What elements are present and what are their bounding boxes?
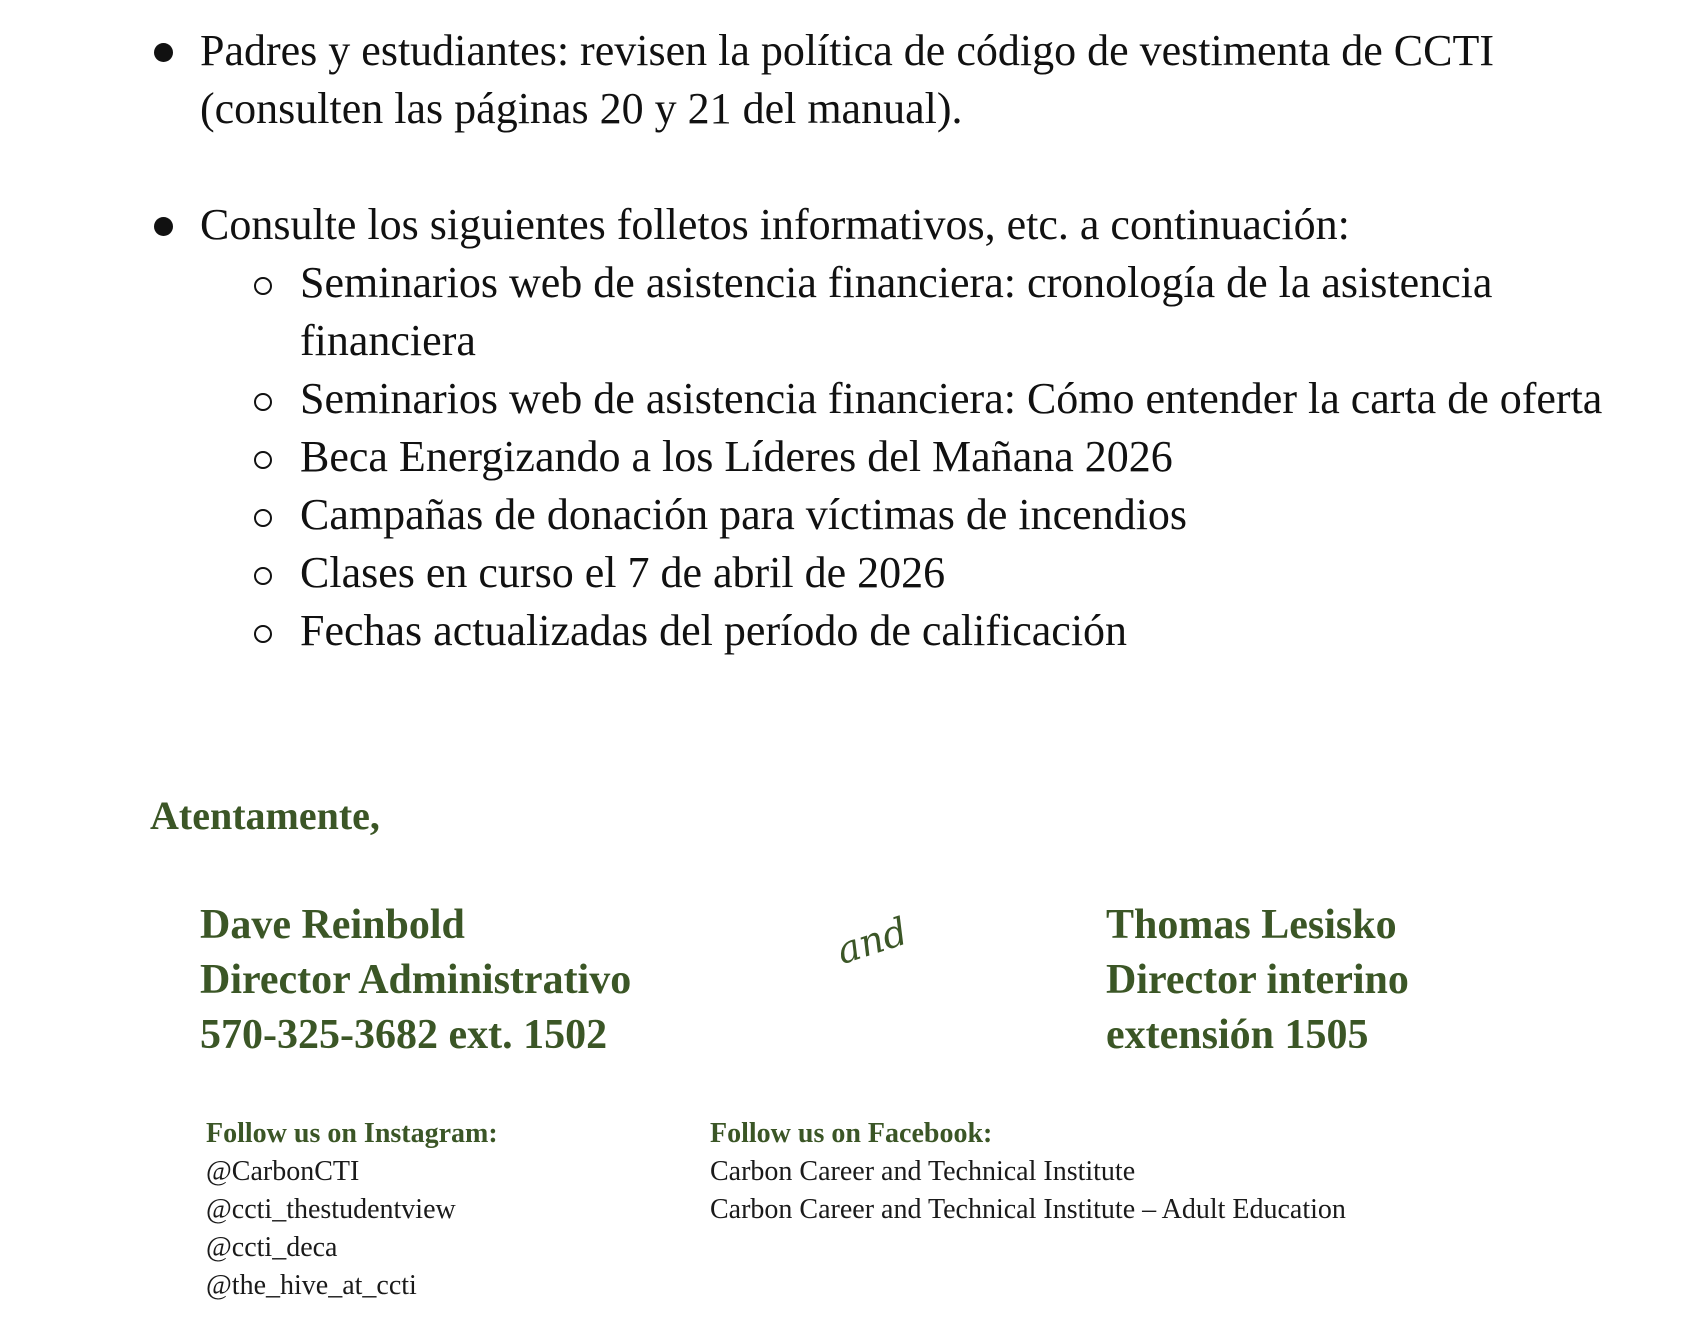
signer-title: Director interino (1106, 957, 1409, 1003)
signer-block-left (200, 898, 631, 1063)
signer-block-right (1106, 898, 1409, 1063)
flyer-label: Seminarios web de asistencia financiera: cronología de la asistencia financiera (300, 258, 1493, 365)
flyer-label: Beca Energizando a los Líderes del Mañana 2026 (300, 432, 1173, 481)
flyer-item (250, 602, 1650, 660)
flyer-label: Clases en curso el 7 de abril de 2026 (300, 548, 946, 597)
list-item (150, 196, 1650, 660)
signer-name: Dave Reinbold (200, 902, 465, 948)
signer-contact: extensión 1505 (1106, 1012, 1369, 1058)
flyer-label: Campañas de donación para víctimas de incendios (300, 490, 1188, 539)
instagram-handle: @ccti_thestudentview (206, 1194, 456, 1225)
hollow-bullet-icon (254, 451, 272, 469)
flyer-item (250, 254, 1650, 370)
and-connector: and (831, 908, 913, 973)
signer-name: Thomas Lesisko (1106, 902, 1397, 948)
hollow-bullet-icon (254, 277, 272, 295)
flyer-label: Seminarios web de asistencia financiera: Cómo entender la carta de oferta (300, 374, 1603, 423)
facebook-page: Carbon Career and Technical Institute – Adult Education (710, 1194, 1346, 1225)
flyer-list (250, 254, 1650, 660)
flyer-label: Fechas actualizadas del período de calificación (300, 606, 1128, 655)
hollow-bullet-icon (254, 509, 272, 527)
signer-title: Director Administrativo (200, 957, 632, 1003)
facebook-heading: Follow us on Facebook: (710, 1118, 993, 1149)
flyer-item (250, 428, 1650, 486)
flyers-intro-text: Consulte los siguientes folletos informativos, etc. a continuación: (200, 200, 1350, 249)
flyer-item (250, 370, 1650, 428)
instagram-handle: @the_hive_at_ccti (206, 1270, 417, 1301)
closing-salutation: Atentamente, (150, 793, 380, 838)
list-item (150, 22, 1650, 138)
hollow-bullet-icon (254, 625, 272, 643)
instagram-handle: @ccti_deca (206, 1232, 338, 1263)
hollow-bullet-icon (254, 567, 272, 585)
facebook-section (710, 1115, 1346, 1229)
signer-contact: 570-325-3682 ext. 1502 (200, 1012, 608, 1058)
dress-code-text: Padres y estudiantes: revisen la política de código de vestimenta de CCTI (consulten las páginas 20 y 21 del manual). (200, 26, 1494, 133)
instagram-handle: @CarbonCTI (206, 1156, 360, 1187)
bullet-dot-icon (154, 217, 173, 236)
bullet-dot-icon (154, 43, 173, 62)
announcement-list (150, 22, 1650, 660)
hollow-bullet-icon (254, 393, 272, 411)
flyer-item (250, 544, 1650, 602)
instagram-heading: Follow us on Instagram: (206, 1118, 498, 1149)
flyer-item (250, 486, 1650, 544)
facebook-page: Carbon Career and Technical Institute (710, 1156, 1136, 1187)
instagram-section (206, 1115, 498, 1305)
